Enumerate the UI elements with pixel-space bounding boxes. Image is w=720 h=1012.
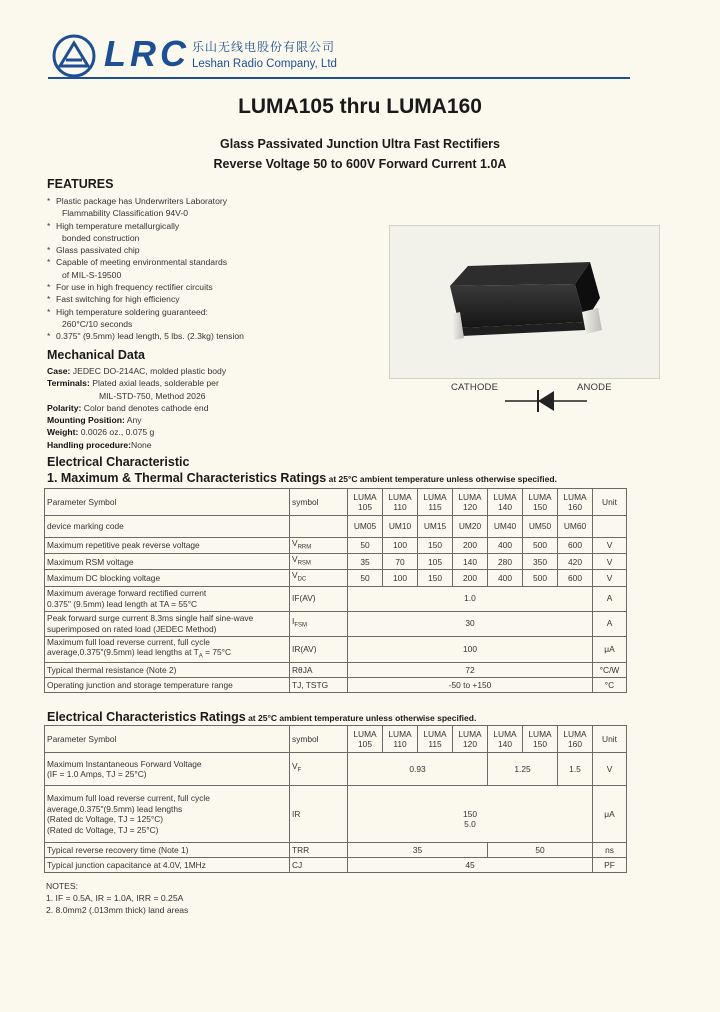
table-row: Maximum RSM voltage $V_{RSM}$ 35 70 105 140 280 350 420 V xyxy=(45,554,627,570)
mech-mounting: Mounting Position: Any xyxy=(47,415,142,426)
col-header-part: LUMA 150 xyxy=(523,489,558,516)
features-list xyxy=(47,195,377,343)
col-header-part: LUMA 115 xyxy=(418,489,453,516)
table1-heading: 1. Maximum & Thermal Characteristics Ratings at 25°C ambient temperature unless otherwise specified. xyxy=(47,471,557,485)
feature-item: * High temperature soldering guaranteed: 260°C/10 seconds xyxy=(47,306,208,329)
notes-heading: NOTES: xyxy=(46,881,78,891)
col-header-part: LUMA 160 xyxy=(558,489,593,516)
col-header-part: LUMA 105 xyxy=(348,489,383,516)
company-name-english: Leshan Radio Company, Ltd xyxy=(192,58,337,70)
table-row: Maximum full load reverse current, full cycle average,0.375"(9.5mm) lead lengths at $T_A = 75^\circ C$ IR(AV) 100 μA xyxy=(45,636,627,663)
electrical-ratings-table xyxy=(44,725,627,873)
table-row: Maximum average forward rectified current 0.375" (9.5mm) lead length at TA = 55°C IF(AV) 1.0 A xyxy=(45,586,627,611)
col-header-parameter: Parameter Symbol xyxy=(45,726,290,753)
col-header-part: LUMA 110 xyxy=(383,489,418,516)
col-header-part: LUMA 160 xyxy=(558,726,593,753)
package-photo xyxy=(389,225,660,379)
mech-weight: Weight: 0.0026 oz., 0.075 g xyxy=(47,427,155,438)
col-header-unit: Unit xyxy=(593,726,627,753)
col-header-part: LUMA 140 xyxy=(488,726,523,753)
table-row: Maximum Instantaneous Forward Voltage (IF = 1.0 Amps, TJ = 25°C) $V_F$ 0.93 1.25 1.5 V xyxy=(45,753,627,786)
logo-wordmark: LRC xyxy=(104,33,190,74)
table-row: Typical thermal resistance (Note 2) RθJA 72 °C/W xyxy=(45,663,627,678)
feature-item: * For use in high frequency rectifier circuits xyxy=(47,282,213,293)
col-header-part: LUMA 150 xyxy=(523,726,558,753)
note-item: 1. IF = 0.5A, IR = 1.0A, IRR = 0.25A xyxy=(46,893,184,903)
feature-item: * Capable of meeting environmental standards of MIL-S-19500 xyxy=(47,257,228,280)
table-header-row xyxy=(45,726,627,753)
table-row: Maximum DC blocking voltage $V_{DC}$ 50 100 150 200 400 500 600 V xyxy=(45,570,627,586)
note-item: 2. 8.0mm2 (.013mm thick) land areas xyxy=(46,905,189,915)
col-header-part: LUMA 115 xyxy=(418,726,453,753)
table2-heading: Electrical Characteristics Ratings at 25°C ambient temperature unless otherwise specified. xyxy=(47,710,477,724)
mech-terminals-cont: MIL-STD-750, Method 2026 xyxy=(99,390,206,401)
lrc-logo-icon xyxy=(52,34,96,78)
feature-item: * 0.375" (9.5mm) lead length, 5 lbs. (2.3kg) tension xyxy=(47,331,244,342)
mechanical-heading: Mechanical Data xyxy=(47,348,145,362)
feature-item: * Glass passivated chip xyxy=(47,245,140,256)
col-header-symbol: symbol xyxy=(290,489,348,516)
col-header-unit: Unit xyxy=(593,489,627,516)
table-row: Maximum full load reverse current, full cycle average,0.375"(9.5mm) lead lengths (Rated dc Voltage, TJ = 125°C) (Rated dc Voltage, TJ = 25°C) IR 150 5.0 μA xyxy=(45,786,627,843)
col-header-symbol: symbol xyxy=(290,726,348,753)
table-row: Typical reverse recovery time (Note 1) TRR 35 50 ns xyxy=(45,843,627,858)
diode-symbol-icon xyxy=(505,386,587,416)
anode-label: ANODE xyxy=(577,382,612,393)
cathode-label: CATHODE xyxy=(451,382,499,393)
mech-terminals: Terminals: Plated axial leads, solderable per xyxy=(47,378,219,389)
document-subtitle: Glass Passivated Junction Ultra Fast Rectifiers xyxy=(220,137,500,151)
mechanical-data xyxy=(47,365,367,451)
header-divider xyxy=(48,77,630,79)
col-header-part: LUMA 120 xyxy=(453,726,488,753)
mech-polarity: Polarity: Color band denotes cathode end xyxy=(47,402,209,413)
table-row: Operating junction and storage temperature range TJ, TSTG -50 to +150 °C xyxy=(45,678,627,693)
electrical-heading: Electrical Characteristic xyxy=(47,455,190,469)
table-row: Typical junction capacitance at 4.0V, 1MHz CJ 45 PF xyxy=(45,858,627,873)
table-header-row xyxy=(45,489,627,516)
notes xyxy=(46,880,188,916)
col-header-part: LUMA 120 xyxy=(453,489,488,516)
col-header-parameter: Parameter Symbol xyxy=(45,489,290,516)
document-title: LUMA105 thru LUMA160 xyxy=(238,95,482,118)
table-row: device marking code UM05 UM10 UM15 UM20 UM40 UM50 UM60 xyxy=(45,516,627,538)
col-header-part: LUMA 110 xyxy=(383,726,418,753)
document-subtitle-ratings: Reverse Voltage 50 to 600V Forward Current 1.0A xyxy=(213,157,507,171)
feature-item: * High temperature metallurgically bonded construction xyxy=(47,220,180,243)
features-heading: FEATURES xyxy=(47,177,114,191)
col-header-part: LUMA 105 xyxy=(348,726,383,753)
col-header-part: LUMA 140 xyxy=(488,489,523,516)
smd-package-icon xyxy=(390,226,659,378)
table-row: Peak forward surge current 8.3ms single half sine-wave superimposed on rated load (JEDEC Method) $I_{FSM}$ 30 A xyxy=(45,611,627,636)
max-ratings-table xyxy=(44,488,627,693)
feature-item: * Plastic package has Underwriters Laboratory Flammability Classification 94V-0 xyxy=(47,196,228,219)
feature-item: * Fast switching for high efficiency xyxy=(47,294,180,305)
mech-handling: Handling procedure:None xyxy=(47,439,152,450)
table-row: Maximum repetitive peak reverse voltage $V_{RRM}$ 50 100 150 200 400 500 600 V xyxy=(45,538,627,554)
company-name-chinese: 乐山无线电股份有限公司 xyxy=(192,40,336,54)
mech-case: Case: JEDEC DO-214AC, molded plastic body xyxy=(47,366,227,376)
